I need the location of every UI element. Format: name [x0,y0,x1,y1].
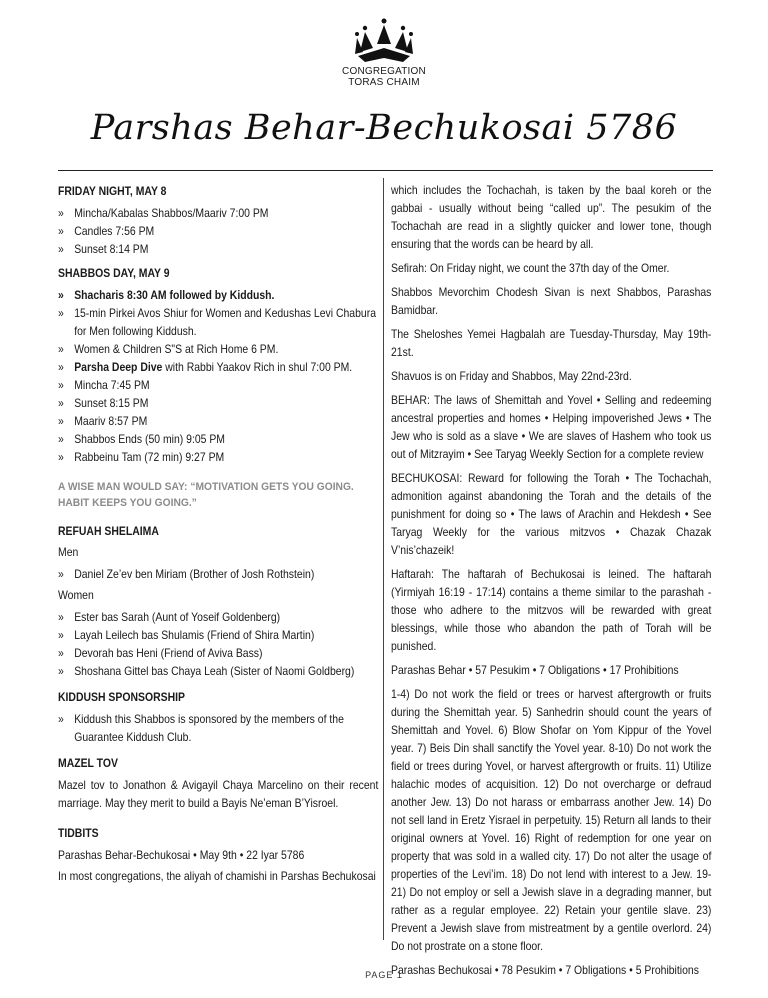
behar-counts: Parashas Behar • 57 Pesukim • 7 Obligations • 17 Prohibitions [391,664,679,677]
list-item: » Women & Children S"S at Rich Home 6 PM. [58,341,389,359]
list-item: » Shabbos Ends (50 min) 9:05 PM [58,431,389,449]
mevorchim-text: Shabbos Mevorchim Chodesh Sivan is next Shabbos, Parashas Bamidbar. [391,286,712,317]
hagbalah-text: The Sheloshes Yemei Hagbalah are Tuesday-Thursday, May 19th-21st. [391,328,712,359]
parsha-deep-dive-detail: with Rabbi Yaakov Rich in shul 7:00 PM. [162,361,353,374]
crown-icon [353,18,415,66]
behar-mitzvos: 1-4) Do not work the field or trees or harvest aftergrowth or fruits during the Shemittah year. 5) Sanhedrin should count the years of Shemittah and Yovel. 6) Blow Shofar on Yom Kippur of the Yovel year. 7) Beis Din shall sanctify the Yovel year. 8-10) Do not work the field or trees during Yovel, or harvest aftergrowth or fruits. 11) Utilize halachic modes of acquisition. 12) Do not overcharge or defraud another Jew. 13) Do not harass or embarrass another Jew. 14) Do not sell land in Eretz Yisrael in perpetuity. 15) Return all lands to their original owners at Yovel. 16) Right of redemption for one year on property that was sold in a walled city. 17) Do not alter the usage of properties of the Levi’im. 18) Do not lend with interest to a Jew. 19-21) Do not employ or sell a Jewish slave in a degrading manner, but rather as a regular employee. 22) Retain your gentile slave. 23) Prevent a Jewish slave from mistreatment by a gentile overlord. 24) Do not prostrate on a stone floor. [391,688,712,953]
column-divider [383,178,384,940]
list-item: » Daniel Ze’ev ben Miriam (Brother of Josh Rothstein) [58,566,389,584]
list-item: » Shoshana Gittel bas Chaya Leah (Sister of Naomi Goldberg) [58,663,389,681]
tidbits-heading: TIDBITS [58,827,99,840]
org-name-line2: TORAS CHAIM [348,77,420,88]
mazel-tov-text: Mazel tov to Jonathon & Avigayil Chaya Marcelino on their recent marriage. May they merit to build a Bayis Ne’eman B’Yisroel. [58,779,379,810]
shabbos-heading: SHABBOS DAY, MAY 9 [58,267,170,280]
refuah-heading: REFUAH SHELAIMA [58,525,159,538]
mazel-tov-heading: MAZEL TOV [58,757,118,770]
shabbos-list [58,287,376,467]
logo [334,18,434,88]
page-number: PAGE 1 [365,970,403,980]
right-column [391,176,712,980]
friday-list [58,205,376,259]
list-item: » Mincha/Kabalas Shabbos/Maariv 7:00 PM [58,205,389,223]
list-item: » Sunset 8:15 PM [58,395,389,413]
behar-summary: BEHAR: The laws of Shemittah and Yovel • Selling and redeeming ancestral properties and homes • Helping impoverished Jews • The Jew who is sold as a slave • We are slaves of Hashem who took us out of Mitzrayim • See Taryag Weekly Section for a complete review [391,394,712,461]
org-name-line1: CONGREGATION [342,66,426,77]
list-item: » 15-min Pirkei Avos Shiur for Women and Kedushas Levi Chabura for Men following Kiddush. [58,305,389,341]
list-item: » Kiddush this Shabbos is sponsored by the members of the Guarantee Kiddush Club. [58,711,389,747]
sefirah-text: Sefirah: On Friday night, we count the 37th day of the Omer. [391,262,670,275]
kiddush-list [58,711,376,747]
list-item: » Candles 7:56 PM [58,223,389,241]
list-item: » Maariv 8:57 PM [58,413,389,431]
page-title: Parshas Behar-Bechukosai 5786 [90,108,678,148]
parsha-deep-dive-label: Parsha Deep Dive [74,361,163,374]
friday-heading: FRIDAY NIGHT, MAY 8 [58,185,167,198]
list-item: » Layah Leilech bas Shulamis (Friend of Shira Martin) [58,627,389,645]
list-item [58,359,389,377]
tidbits-line2: In most congregations, the aliyah of chamishi in Parshas Bechukosai [58,870,376,883]
women-list [58,609,376,681]
haftarah-text: Haftarah: The haftarah of Bechukosai is leined. The haftarah (Yirmiyah 16:19 - 17:14) contains a theme similar to the parashah - those who adhere to the mitzvos will be rewarded with great blessings, while those who abandon the path of Torah will be punished. [391,568,712,653]
header-rule [58,170,713,171]
women-label: Women [58,589,94,602]
list-item: » Ester bas Sarah (Aunt of Yoseif Goldenberg) [58,609,389,627]
page-header [0,0,768,175]
tochachah-text: which includes the Tochachah, is taken by the baal koreh or the gabbai - usually without being “called up”. The pesukim of the Tochachah are read in a slightly quicker and lower tone, though ensuring that the words can be heard by all. [391,184,712,251]
bechukosai-counts: Parashas Bechukosai • 78 Pesukim • 7 Obligations • 5 Prohibitions [391,964,699,977]
kiddush-heading: KIDDUSH SPONSORSHIP [58,691,185,704]
bechukosai-summary: BECHUKOSAI: Reward for following the Torah • The Tochachah, admonition against abandoning the Torah and the details of the punishment for doing so • The laws of Arachin and Hekdesh • See Taryag Weekly for the various mitzvos • Chazak Chazak V’nis’chazeik! [391,472,712,557]
shavuos-text: Shavuos is on Friday and Shabbos, May 22nd-23rd. [391,370,632,383]
men-label: Men [58,546,79,559]
men-list [58,566,376,584]
list-item: » Sunset 8:14 PM [58,241,389,259]
wise-man-quote: A WISE MAN WOULD SAY: “MOTIVATION GETS YOU GOING. HABIT KEEPS YOU GOING.” [58,481,354,509]
list-item: » Rabbeinu Tam (72 min) 9:27 PM [58,449,389,467]
list-item: » Devorah bas Heni (Friend of Aviva Bass) [58,645,389,663]
list-item: » Shacharis 8:30 AM followed by Kiddush. [58,287,389,305]
tidbits-line1: Parashas Behar-Bechukosai • May 9th • 22 Iyar 5786 [58,849,305,862]
left-column [58,176,379,886]
list-item: » Mincha 7:45 PM [58,377,389,395]
